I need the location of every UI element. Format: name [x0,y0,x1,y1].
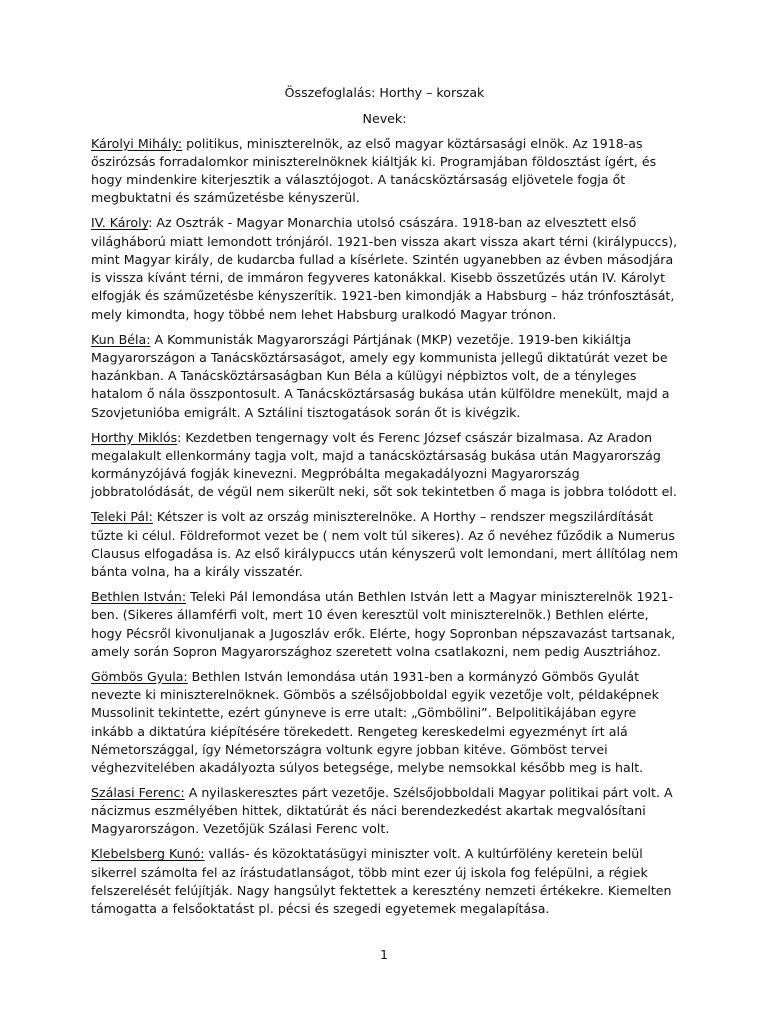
entry-text: A Kommunisták Magyarországi Pártjának (MKP) vezetője. 1919-ben kikiáltja Magyarországon a Tanácsköztársaságot, amely egy kommunista jellegű diktatúrát vezet be hazánkban. A Tanácsköztársaságban Kun Béla a külügyi népbiztos volt, de a tényleges hatalom ő nála összpontosult. A Tanácsköztársaság bukása után külföldre menekült, majd a Szovjetunióba emigrált. A Sztálini tisztogatások során őt is kivégzik. [91,331,670,420]
entry-text: : Kezdetben tengernagy volt és Ferenc József császár bizalmasa. Az Aradon megalakult ellenkormány tagja volt, majd a tanácsköztársaság bukása után Magyarország kormányzójává fogják kinevezni. Megpróbálta megakadályozni Magyarország jobbratolódását, de végül nem sikerült neki, sőt sok tekintetben ő maga is jobbra tolódott el. [91,429,677,500]
entry-text: politikus, miniszterelnök, az első magyar köztársasági elnök. Az 1918-as őszirózsás forradalomkor miniszterelnöknek kiáltják ki. Programjában földosztást ígért, és hogy mindenkire kiterjesztik a választójogot. A tanácsköztársaság eljövetele fogja őt megbuktatni és száműzetésbe kényszerül. [91,135,657,206]
entry-text: Teleki Pál lemondása után Bethlen István lett a Magyar miniszterelnök 1921-ben. (Sikeres államférfi volt, mert 10 éven keresztül volt miniszterelnök.) Bethlen elérte, hogy Pécsről kivonuljanak a Jugoszláv erők. Elérte, hogy Sopronban népszavazást tartsanak, amely során Sopron Magyarországhoz szeretett volna csatlakozni, nem pedig Ausztriához. [91,588,676,659]
entry-klebelsberg-kuno [91,845,678,918]
entry-karolyi-mihaly [91,135,678,208]
entry-kun-bela [91,331,678,422]
entry-teleki-pal [91,508,678,581]
entry-name: IV. Károly [91,215,149,231]
entry-text: Bethlen István lemondása után 1931-ben a kormányzó Gömbös Gyulát nevezte ki miniszterelnöknek. Gömbös a szélsőjobboldal egyik vezetője volt, példaképnek Mussolinit tekintette, ezért gúnyneve is erre utalt: „Gömbölini”. Belpolitikájában egyre inkább a diktatúra kiépítésére törekedett. Rengeteg kereskedelmi egyezményt írt alá Németországgal, így Németországra voltunk egyre jobban kitéve. Gömböst tervei véghezvitelében akadályozta súlyos betegsége, melybe nemsokkal később meg is halt. [91,668,659,776]
entry-name: Bethlen István: [91,588,187,604]
entry-name: Klebelsberg Kunó: [91,846,205,862]
entry-name: Kun Béla: [91,331,151,347]
entry-szalasi-ferenc [91,784,678,839]
entry-name: Károlyi Mihály: [91,135,183,151]
entry-name: Szálasi Ferenc: [91,784,185,800]
entry-text: : Az Osztrák - Magyar Monarchia utolsó császára. 1918-ban az elvesztett első világháború miatt lemondott trónjáról. 1921-ben vissza akart vissza akart térni (királypuccs), mint Magyar király, de kudarcba fullad a kísérlete. Szintén ugyanebben az évben másodjára is vissza kívánt térni, de immáron fegyveres katonákkal. Kisebb összetűzés után IV. Károlyt elfogják és száműzetésbe kényszerítik. 1921-ben kimondják a Habsburg – ház trónfosztását, mely kimondta, hogy többé nem lehet Habsburg uralkodó Magyar trónon. [91,215,678,322]
entry-text: vallás- és közoktatásügyi miniszter volt. A kultúrfölény keretein belül sikerrel számolta fel az írástudatlanságot, több mint ezer új iskola fog felépülni, a régiek felszerelését felújítják. Nagy hangsúlyt fektettek a keresztény nemzeti értékekre. Kiemelten támogatta a felsőoktatást pl. pécsi és szegedi egyetemek megalapítása. [91,846,672,917]
document-subtitle: Nevek: [362,111,407,127]
entry-iv-karoly [91,214,678,324]
entry-gombos-gyula [91,668,678,778]
entry-name: Horthy Miklós [91,429,178,445]
entry-name: Gömbös Gyula: [91,668,188,684]
entry-name: Teleki Pál: [91,509,153,525]
entry-text: A nyilaskeresztes párt vezetője. Szélsőjobboldali Magyar politikai párt volt. A nácizmus eszmélyében hittek, diktatúrát és náci berendezkedést akartak megvalósítani Magyarországon. Vezetőjük Szálasi Ferenc volt. [91,784,673,837]
entry-horthy-miklos [91,429,678,502]
document-content [91,84,678,925]
entry-bethlen-istvan [91,588,678,661]
page-number: 1 [379,947,388,962]
document-title: Összefoglalás: Horthy – korszak [284,85,485,100]
entry-text: Kétszer is volt az ország miniszterelnöke. A Horthy – rendszer megszilárdítását tűzte ki célul. Földreformot vezet be ( nem volt túl sikeres). Az ő nevéhez fűződik a Numerus Clausus elfogadása is. Az első királypuccs után kényszerű volt lemondani, mert állítólag nem bánta volna, ha a király visszatér. [91,509,678,580]
